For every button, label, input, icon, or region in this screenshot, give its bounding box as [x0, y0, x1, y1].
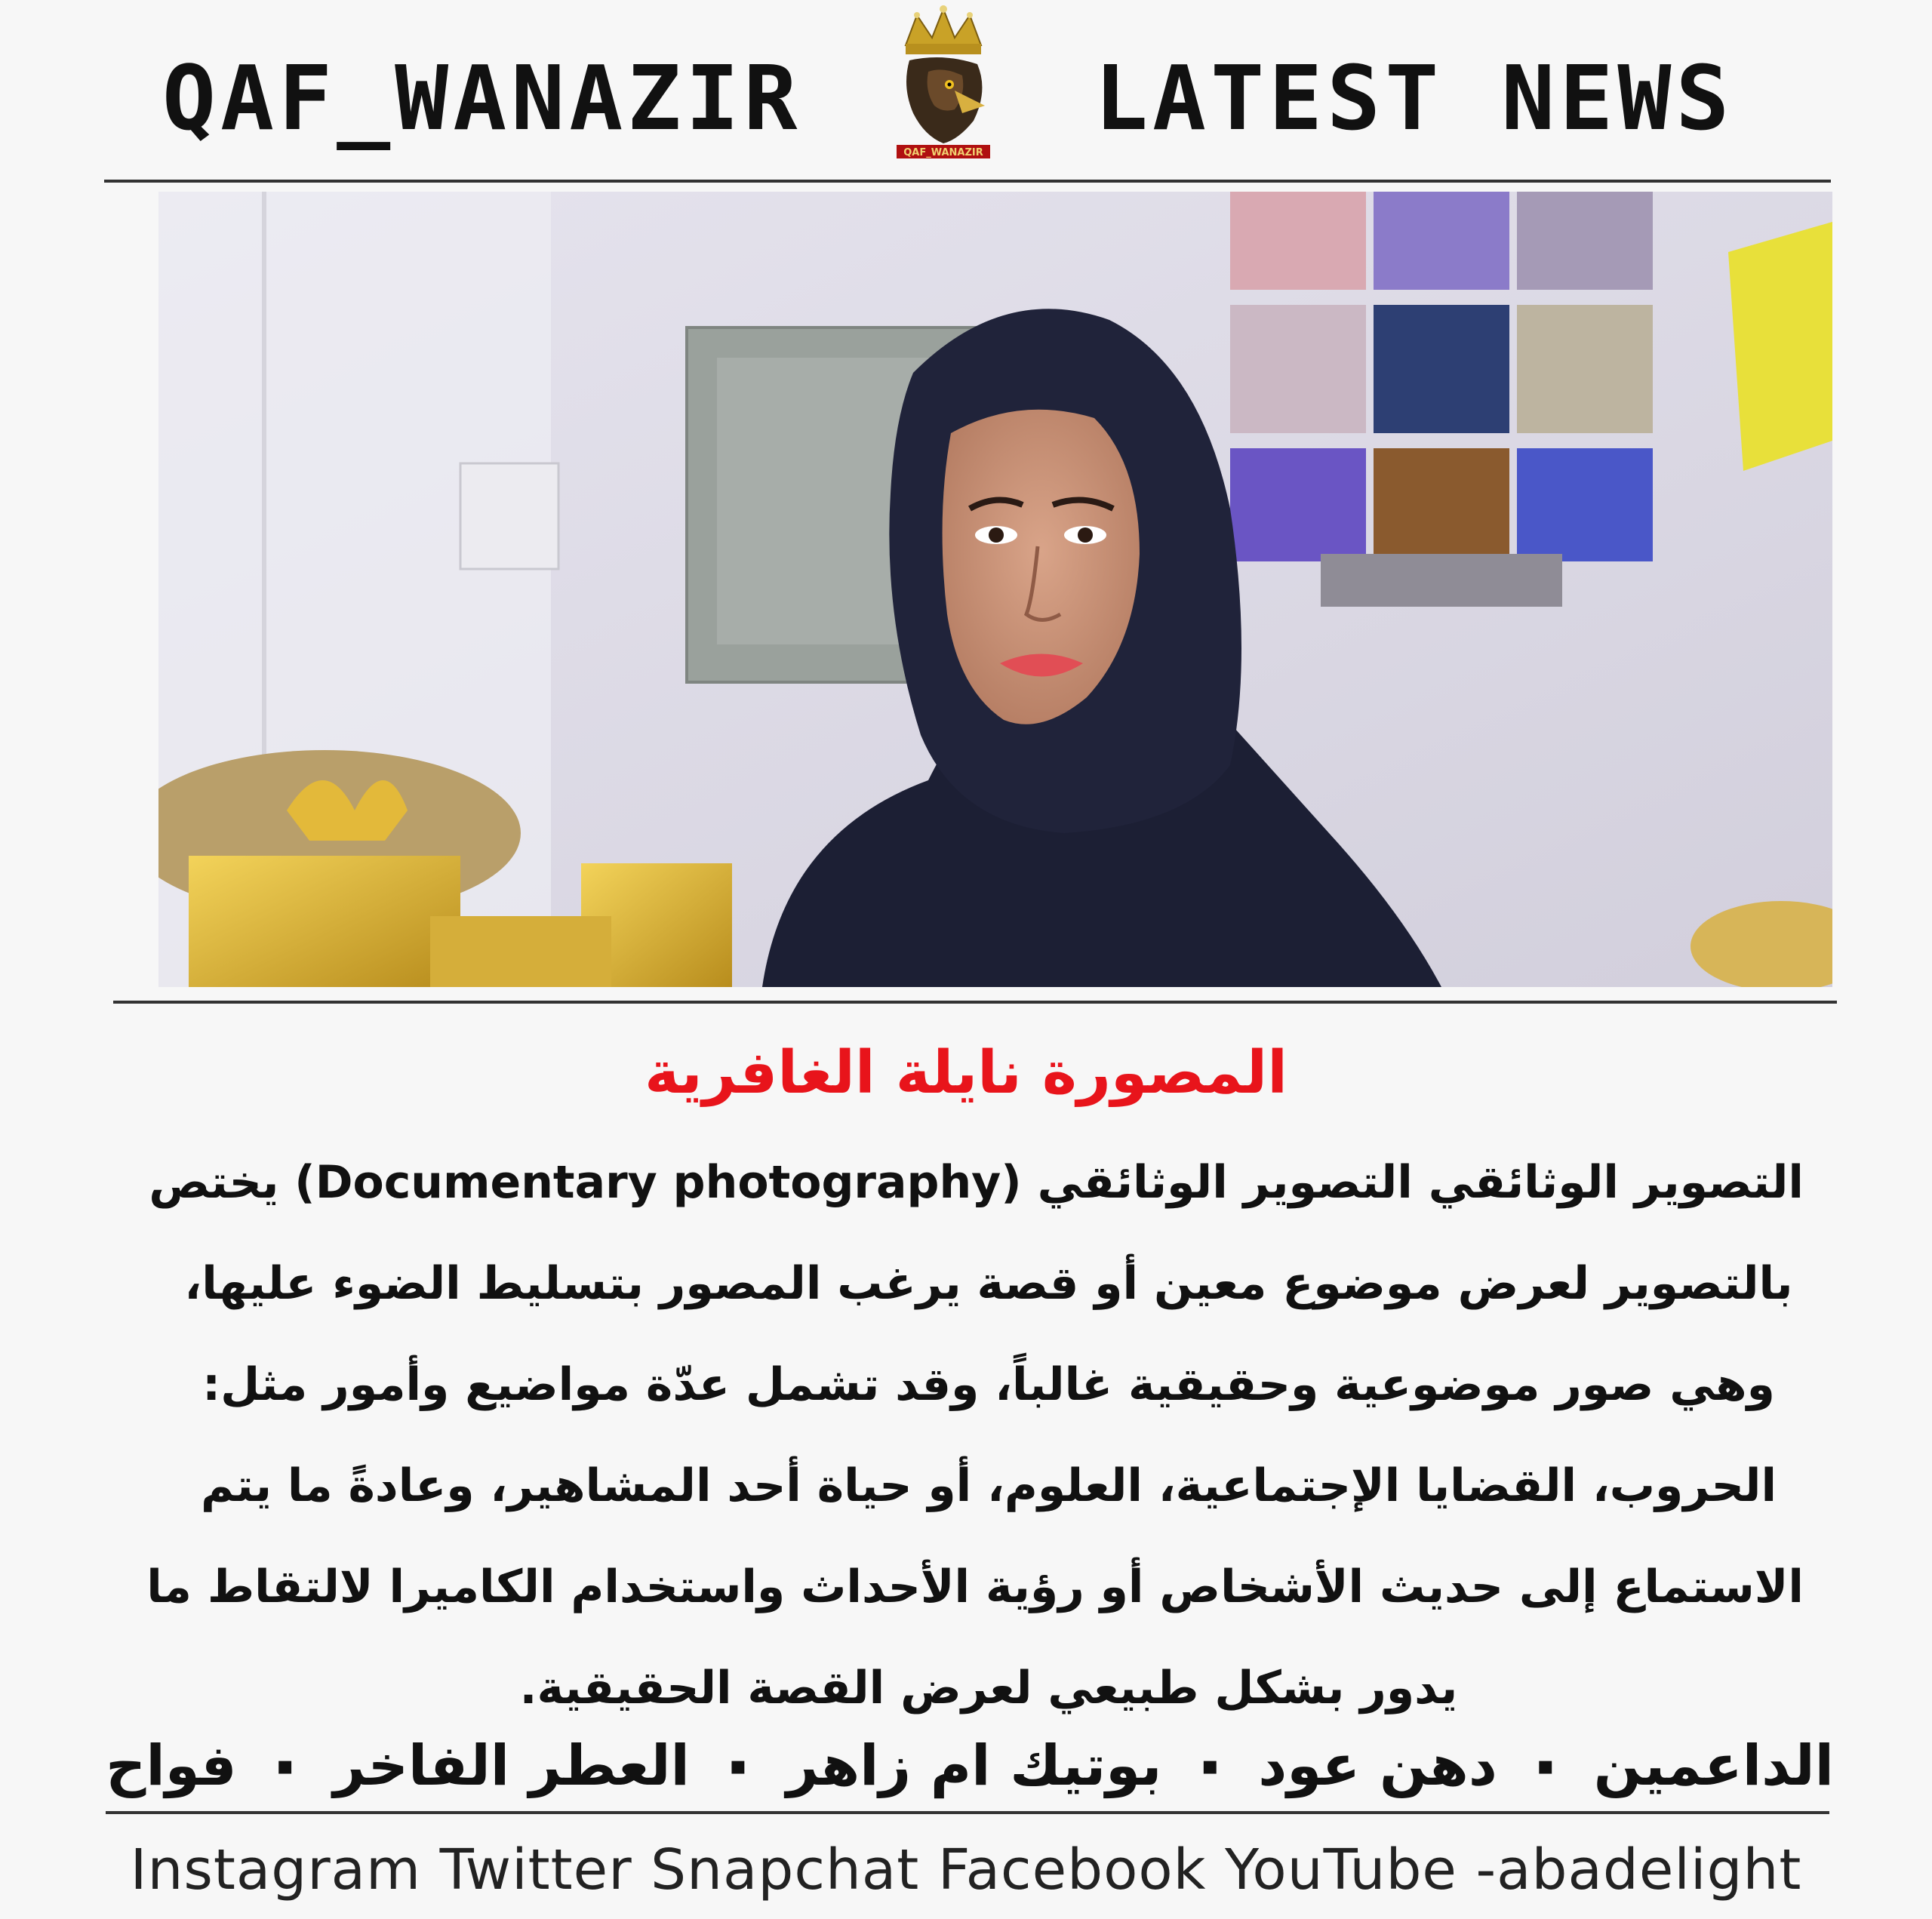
- header-news-text: LATEST NEWS: [1094, 46, 1734, 150]
- sponsor-item: دهن عود: [1258, 1733, 1497, 1798]
- sponsors-label: الداعمين: [1593, 1733, 1834, 1798]
- sponsor-item: فواح: [106, 1733, 237, 1798]
- article-line: بالتصوير لعرض موضوع معين أو قصة يرغب المصور بتسليط الضوء عليها،: [184, 1257, 1793, 1310]
- middle-divider: [113, 1001, 1837, 1004]
- top-divider: [104, 180, 1831, 183]
- bullet-icon: ▪: [729, 1751, 747, 1781]
- social-footer: Instagram Twitter Snapchat Facebook YouTube -abadelight: [130, 1838, 1802, 1902]
- woman-portrait-photo: [158, 192, 1832, 987]
- article-title: المصورة نايلة الغافرية: [645, 1039, 1287, 1107]
- article-body: [146, 1132, 1804, 1739]
- article-line: وهي صور موضوعية وحقيقية غالباً، وقد تشمل عدّة مواضيع وأمور مثل:: [202, 1358, 1775, 1411]
- header-brand-text: QAF_WANAZIR: [162, 46, 802, 150]
- article-line: الحروب، القضايا الإجتماعية، العلوم، أو حياة أحد المشاهير، وعادةً ما يتم: [200, 1459, 1777, 1512]
- sponsor-item: بوتيك ام زاهر: [786, 1733, 1162, 1798]
- article-line: يدور بشكل طبيعي لعرض القصة الحقيقية.: [519, 1662, 1458, 1714]
- bullet-icon: ▪: [1537, 1751, 1555, 1781]
- bullet-icon: ▪: [1201, 1751, 1219, 1781]
- bottom-divider: [106, 1811, 1829, 1814]
- article-line: الاستماع إلى حديث الأشخاص أو رؤية الأحداث واستخدام الكاميرا لالتقاط ما: [146, 1561, 1804, 1613]
- bullet-icon: ▪: [276, 1751, 294, 1781]
- logo-caption: QAF_WANAZIR: [903, 147, 983, 158]
- eagle-crown-logo-icon: [883, 0, 1004, 174]
- sponsor-item: العطر الفاخر: [333, 1733, 690, 1798]
- sponsors-bar: [106, 1728, 1834, 1804]
- article-line: التصوير الوثائقي التصوير الوثائقي (Documentary photography) يختص: [149, 1156, 1804, 1209]
